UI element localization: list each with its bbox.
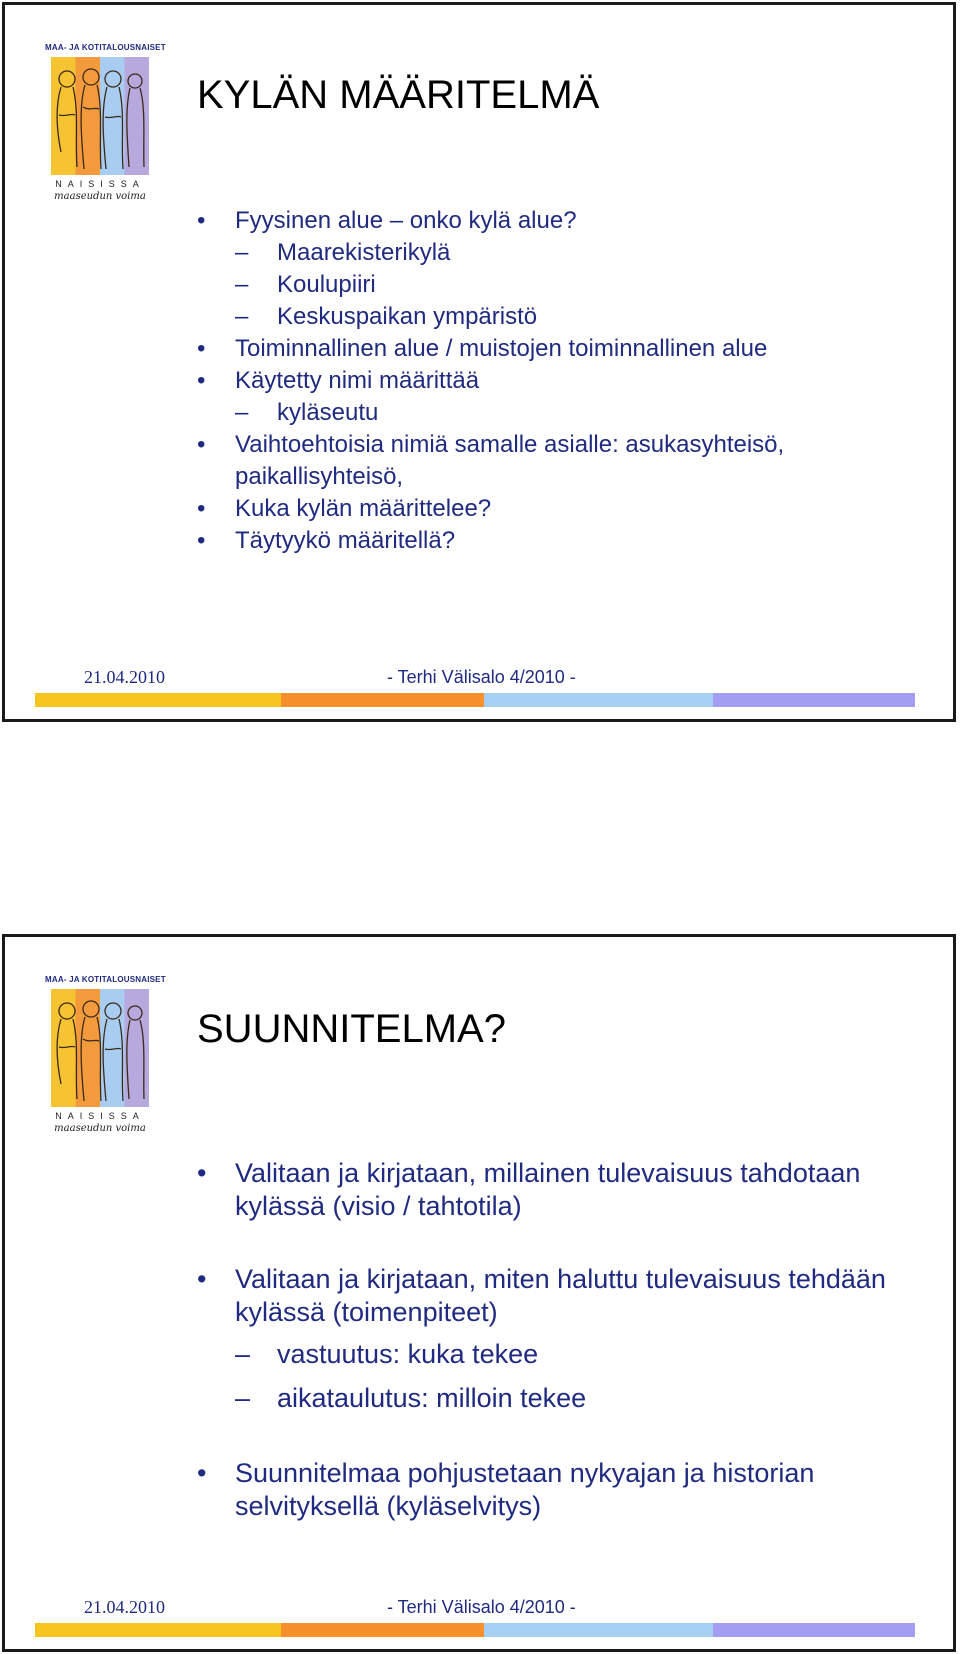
list-item: • Kuka kylän määrittelee? [197, 493, 917, 525]
logo-naisissa: NAISISSA [55, 1111, 145, 1121]
color-bar-segment [281, 1623, 483, 1637]
color-bar-segment [484, 693, 713, 707]
footer-author: - Terhi Välisalo 4/2010 - [387, 1597, 576, 1617]
bullet-list [197, 1157, 917, 1523]
color-bar-segment [713, 1623, 915, 1637]
logo-naisissa: NAISISSA [55, 179, 145, 189]
list-item: • Käytetty nimi määrittää [197, 365, 917, 397]
logo-tagline: maaseudun voima [54, 191, 146, 202]
color-bar-segment [713, 693, 915, 707]
women-figures-icon [51, 989, 149, 1107]
list-item: • Vaihtoehtoisia nimiä samalle asialle: asukasyhteisö, paikallisyhteisö, [197, 429, 917, 493]
color-bar-segment [35, 693, 281, 707]
list-item: • Suunnitelmaa pohjustetaan nykyajan ja historian selvityksellä (kyläselvitys) [197, 1457, 917, 1523]
slide-title: SUUNNITELMA? [197, 1007, 506, 1051]
color-bar-segment [281, 693, 483, 707]
logo-org-name: MAA- JA KOTITALOUSNAISET [45, 975, 166, 984]
list-item: • Fyysinen alue – onko kylä alue? [197, 205, 917, 237]
list-item: – kyläseutu [197, 397, 917, 429]
footer-date: 21.04.2010 [84, 667, 165, 687]
list-item: – vastuutus: kuka tekee [197, 1335, 917, 1373]
footer-color-bar [35, 693, 915, 707]
list-item: – Keskuspaikan ympäristö [197, 301, 917, 333]
women-figures-icon [51, 57, 149, 175]
logo-tagline: maaseudun voima [54, 1123, 146, 1134]
list-item: – Koulupiiri [197, 269, 917, 301]
org-logo [45, 975, 166, 1135]
footer-color-bar [35, 1623, 915, 1637]
footer-author: - Terhi Välisalo 4/2010 - [387, 667, 576, 687]
slide-2 [2, 934, 956, 1652]
color-bar-segment [484, 1623, 713, 1637]
list-item: – Maarekisterikylä [197, 237, 917, 269]
slide-title: KYLÄN MÄÄRITELMÄ [197, 73, 600, 117]
list-item: • Toiminnallinen alue / muistojen toiminnallinen alue [197, 333, 917, 365]
footer-date: 21.04.2010 [84, 1597, 165, 1617]
list-item: • Täytyykö määritellä? [197, 525, 917, 557]
list-item: • Valitaan ja kirjataan, miten haluttu tulevaisuus tehdään kylässä (toimenpiteet) [197, 1263, 917, 1329]
list-item: – aikataulutus: milloin tekee [197, 1379, 917, 1417]
logo-org-name: MAA- JA KOTITALOUSNAISET [45, 43, 166, 52]
slide-1 [2, 2, 956, 722]
list-item: • Valitaan ja kirjataan, millainen tulevaisuus tahdotaan kylässä (visio / tahtotila) [197, 1157, 917, 1223]
bullet-list [197, 205, 917, 557]
color-bar-segment [35, 1623, 281, 1637]
org-logo [45, 43, 166, 203]
